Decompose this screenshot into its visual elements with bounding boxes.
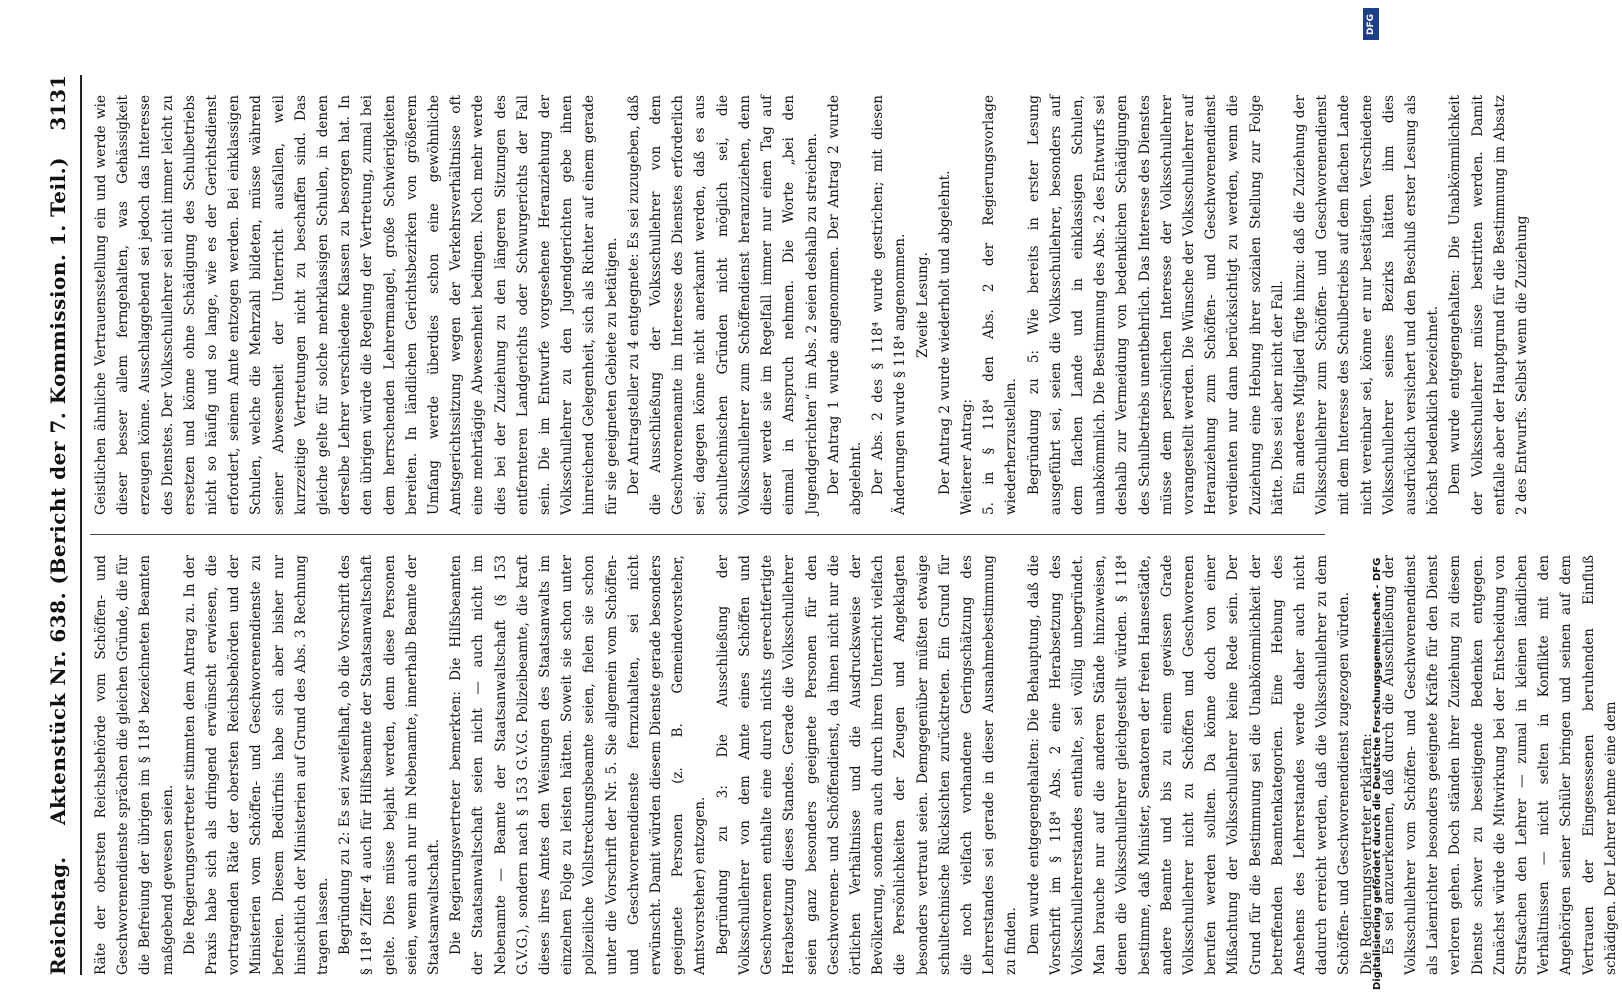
digitization-credit: Digitalisierung gefördert durch die Deutsche Forschungsgemeinschaft - DFG [1372,557,1383,990]
paragraph: Begründung zu 2: Es sei zweifelhaft, ob die Vorschrift des § 118⁴ Ziffer 4 auch für Hilfsbeamte der Staatsanwaltschaft gelte. Dies müsse bejaht werden, denn diese Personen seien, wenn auch nur im Nebenamte, innerhalb Beamte der Staatsanwaltschaft. [337,555,443,975]
paragraph: Dem wurde entgegengehalten: Die Unabkömmlichkeit der Volksschullehrer müsse bestritten werden. Damit entfalle aber der Hauptgrund für die Bestimmung im Absatz 2 des Entwurfs. Selbst wenn die Zuziehung [1447,95,1530,515]
header-title: Aktenstück Nr. 638. (Bericht der 7. Kommission. 1. Teil.) [46,156,70,825]
paragraph: Begründung zu 3: Die Ausschließung der Volksschullehrer von dem Amte eines Schöffen und Geschworenen enthalte eine durch nichts gerechtfertigte Herabsetzung dieses Standes. Gerade die Volksschullehrer seien ganz besonders geeignete Personen für den Geschworenen- und Schöffendienst, da ihnen nicht nur die örtlichen Verhältnisse und die Ausdrucksweise der Bevölkerung, sondern auch durch ihren Unterricht vielfach die Persönlichkeiten der Zeugen und Angeklagten besonders vertraut seien. Demgegenüber müßten etwaige schultechnische Rücksichten zurücktreten. Ein Grund für die noch vielfach vorhandene Geringschätzung des Lehrerstandes sei gerade in dieser Ausnahmebestimmung zu finden. [714,555,1020,975]
right-column [90,95,1530,515]
paragraph: Dem wurde entgegengehalten: Die Behauptung, daß die Vorschrift im § 118⁴ Abs. 2 eine Herabsetzung des Volksschullehrerstandes enthalte, sei völlig unbegründet. Man brauche nur auf die anderen Stände hinzuweisen, denen die Volksschullehrer gleichgestellt würden. § 118⁴ bestimme, daß Minister, Senatoren der freien Hansestädte, andere Beamte und bis zu einem gewissen Grade Volksschullehrer nicht zu Schöffen und Geschworenen berufen werden sollten. Da könne doch von einer Mißachtung der Volksschullehrer keine Rede sein. Der Grund für die Bestimmung sei die Unabkömmlichkeit der betreffenden Beamtenkategorien. Eine Hebung des Ansehens des Lehrerstandes werde daher auch nicht dadurch erreicht werden, daß die Volksschullehrer zu dem Schöffen- und Geschworenendienst zugezogen würden. [1025,555,1353,975]
paragraph: Ein anderes Mitglied fügte hinzu: daß die Zuziehung der Volksschullehrer zum Schöffen- und Geschworenendienst mit dem Interesse des Schulbetriebs auf dem flachen Lande nicht vereinbar sei, könne er nur bestätigen. Verschiedene Volksschullehrer seines Bezirks hätten ihm dies ausdrücklich versichert und den Beschluß erster Lesung als höchst bedenklich bezeichnet. [1291,95,1442,515]
paragraph: Geistlichen ähnliche Vertrauensstellung ein und werde wie dieser besser allem ferngehalten, was Gehässigkeit erzeugen könne. Ausschlaggebend sei jedoch das Interesse des Dienstes. Der Volksschullehrer sei nicht immer leicht zu ersetzen und könne ohne Schädigung des Schulbetriebs nicht so häufig und so lange, wie es der Gerichtsdienst erfordert, seinem Amte entzogen werden. Bei einklassigen Schulen, welche die Mehrzahl bildeten, müsse während seiner Abwesenheit der Unterricht ausfallen, weil kurzzeitige Vertretungen nicht zu beschaffen sind. Das gleiche gelte für solche mehrklassigen Schulen, in denen derselbe Lehrer verschiedene Klassen zu besorgen hat. In den übrigen würde die Regelung der Vertretung, zumal bei dem herrschenden Lehrermangel, große Schwierigkeiten bereiten. In ländlichen Gerichtsbezirken von größerem Umfang werde überdies schon eine gewöhnliche Amtsgerichtssitzung wegen der Verkehrsverhältnisse oft eine mehrtägige Abwesenheit bedingen. Noch mehr werde dies bei der Zuziehung zu den längeren Sitzungen des entfernteren Landgerichts oder Schwurgerichts der Fall sein. Die im Entwurfe vorgesehene Heranziehung der Volksschullehrer zu den Jugendgerichten gebe ihnen hinreichend Gelegenheit, sich als Richter auf einem gerade für sie geeigneten Gebiete zu betätigen. [93,95,620,515]
paragraph: Der Antrag 1 wurde angenommen. Der Antrag 2 wurde abgelehnt. [825,95,864,515]
column-divider [90,534,1325,535]
paragraph: Der Antragsteller zu 4 entgegnete: Es sei zuzugeben, daß die Ausschließung der Volksschullehrer von dem Geschworenenamte im Interesse des Dienstes erforderlich sei; dagegen könne nicht anerkannt werden, daß es aus schultechnischen Gründen nicht möglich sei, die Volksschullehrer zum Schöffendienst heranzuziehen, denn dieser werde sie im Regelfall immer nur einen Tag auf einmal in Anspruch nehmen. Die Worte „bei den Jugendgerichten“ im Abs. 2 seien deshalb zu streichen. [625,95,820,515]
paragraph: Die Regierungsvertreter bemerkten: Die Hilfsbeamten der Staatsanwaltschaft seien nicht — auch nicht im Nebenamte — Beamte der Staatsanwaltschaft (§ 153 G.V.G.), sondern nach § 153 G.V.G. Polizeibeamte, die kraft dieses ihres Amtes den Weisungen des Staatsanwalts im einzelnen Folge zu leisten hätten. Soweit sie schon unter polizeiliche Vollstreckungsbeamte seien, fielen sie schon unter die Vorschrift der Nr. 5. Sie allgemein vom Schöffen- und Geschworenendienste fernzuhalten, sei nicht erwünscht. Damit würden diesem Dienste gerade besonders geeignete Personen (z. B. Gemeindevorsteher, Amtsvorsteher) entzogen. [448,555,709,975]
paragraph: 5. in § 118⁴ den Abs. 2 der Regierungsvorlage wiederherzustellen. [981,95,1020,515]
paragraph: Der Abs. 2 des § 118⁴ wurde gestrichen; mit diesen Änderungen wurde § 118⁴ angenommen. [870,95,909,515]
paragraph: Der Antrag 2 wurde wiederholt und abgelehnt. [936,170,953,495]
paragraph: Zweite Lesung. [914,252,931,358]
paragraph: Die Regierungsvertreter stimmten dem Antrag zu. In der Praxis habe sich als dringend erwünscht erwiesen, die vortragenden Räte der obersten Reichsbehörden und der Ministerien vom Schöffen- und Geschworenendienste zu befreien. Diesem Bedürfnis habe sich aber bisher nur hinsichtlich der Ministerien auf Grund des Abs. 3 Rechnung tragen lassen. [181,555,332,975]
paragraph: Es sei anzuerkennen, daß durch die Ausschließung der Volksschullehrer vom Schöffen- und Geschworenendienst als Laienrichter besonders geeignete Kräfte für den Dienst verloren gehen. Doch ständen ihrer Zuziehung zu diesem Dienste schwer zu beseitigende Bedenken entgegen. Zunächst würde die Mitwirkung bei der Entscheidung von Strafsachen den Lehrer — zumal in kleinen ländlichen Verhältnissen — nicht selten in Konflikte mit den Angehörigen seiner Schüler bringen und seinen auf dem Vertrauen der Eingesessenen beruhenden Einfluß schädigen. Der Lehrer nehme eine dem [1380,555,1619,975]
dfg-logo: DFG [1363,8,1379,40]
paragraph: Räte der obersten Reichsbehörde vom Schöffen- und Geschworenendienste sprächen die gleichen Gründe, die für die Befreiung der übrigen im § 118⁴ bezeichneten Beamten maßgebend gewesen seien. [93,555,176,975]
page-number: 3131 [46,75,70,131]
page-header [40,75,82,975]
paragraph: Begründung zu 5: Wie bereits in erster Lesung ausgeführt sei, seien die Volksschullehrer, besonders auf dem flachen Lande und in einklassigen Schulen, unabkömmlich. Die Bestimmung des Abs. 2 des Entwurfs sei deshalb zur Vermeidung von bedenklichen Schädigungen des Schulbetriebs unentbehrlich. Das Interesse des Dienstes müsse dem persönlichen Interesse der Volksschullehrer vorangestellt werden. Die Wünsche der Volksschullehrer auf Heranziehung zum Schöffen- und Geschworenendienst verdienten nur dann berücksichtigt zu werden, wenn die Zuziehung eine Hebung ihrer sozialen Stellung zur Folge hätte. Dies sei aber nicht der Fall. [1025,95,1286,515]
header-left: Reichstag. [46,856,70,975]
paragraph: Die Regierungsvertreter erklärten: [1358,733,1375,975]
paragraph: Weiterer Antrag: [958,398,975,515]
